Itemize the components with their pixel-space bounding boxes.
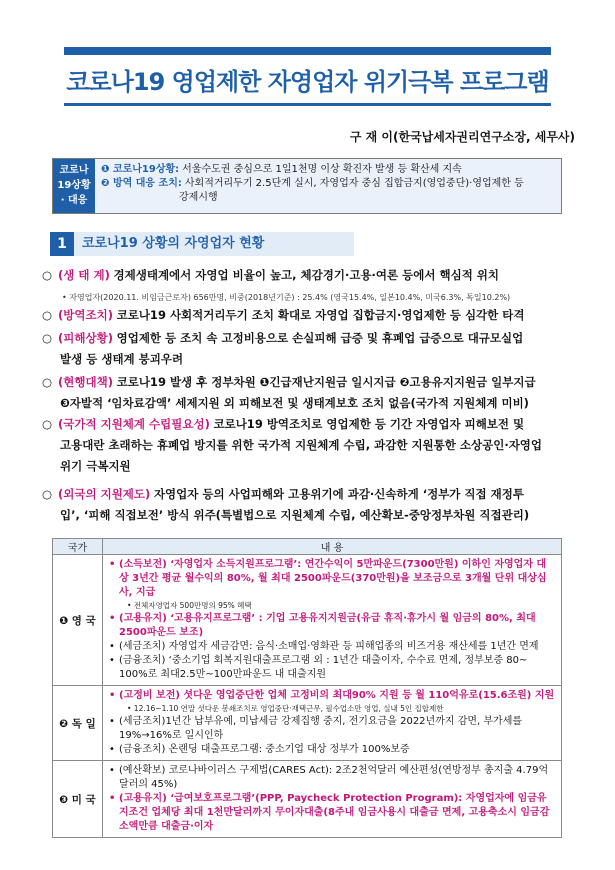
- country-cell: ❶ 영 국: [53, 555, 103, 686]
- title-bottom-rule: [64, 103, 551, 106]
- statistics-note: • 자영업자(2020.11. 비임금근로자) 656만명, 비중(2018년기준) : 25.4% (영국15.4%, 일본10.4%, 미국6.3%, 독일10.2%): [62, 293, 511, 302]
- circle-bullet-icon: ○: [42, 487, 53, 501]
- foreign-support-table: [52, 538, 562, 838]
- table-header-row: [53, 539, 562, 555]
- author: 구 재 이(한국납세자권리연구소장, 세무사): [349, 130, 575, 144]
- paragraph: ○ (외국의 지원제도) 자영업자 등의 사업피해와 고용위기에 과감·신속하게 ‘정부가 직접 재정투 입’, ‘피해 직접보전’ 방식 위주(특별법으로 지원체계 수립, 예산확보-중앙정부차원 직접관리): [42, 484, 582, 526]
- section-title: 코로나19 상황의 자영업자 현황: [82, 236, 265, 251]
- summary-label: 코로나 19상황 · 대응: [53, 159, 95, 213]
- section-header: [50, 232, 354, 256]
- table-row: [53, 686, 562, 761]
- country-cell: ❷ 독 일: [53, 686, 103, 761]
- table-header: 국가: [53, 539, 103, 555]
- paragraph: ○ (현행대책) 코로나19 발생 후 정부차원 ❶긴급재난지원금 일시지급 ❷고용유지지원금 일부지급 ❸자발적 ‘임차료감액’ 세제지원 외 피해보전 및 생태계보호 조치 없음(국가적 지원체계 미비): [42, 372, 582, 414]
- paragraph: ○ (피해상황) 영업제한 등 조치 속 고정비용으로 손실피해 급증 및 휴폐업 급증으로 대규모실업 발생 등 생태계 붕괴우려: [42, 328, 582, 370]
- summary-body: [95, 159, 561, 213]
- circle-bullet-icon: ○: [42, 268, 53, 282]
- circle-bullet-icon: ○: [42, 331, 53, 345]
- circle-bullet-icon: ○: [42, 308, 53, 322]
- section-number: 1: [50, 232, 74, 256]
- page-title: 코로나19 영업제한 자영업자 위기극복 프로그램: [66, 68, 549, 96]
- paragraph: ○ (생 태 계) 경제생태계에서 자영업 비율이 높고, 체감경기·고용·여론 등에서 핵심적 위치: [42, 265, 582, 286]
- circle-bullet-icon: ○: [42, 375, 53, 389]
- country-cell: ❸ 미 국: [53, 761, 103, 838]
- summary-item: ❷ 방역 대응 조치: 사회적거리두기 2.5단계 실시, 자영업자 중심 집합금지(영업중단)·영업제한 등: [101, 178, 524, 189]
- content-cell: • (소득보전) ‘자영업자 소득지원프로그램’: 연간수익이 5만파운드(7300만원) 이하인 자영업자 대상 3년간 평균 월수익의 80%, 월 최대 2500파운드(370만원)을 보조금으로 3개월 단위 대상심사, 지급 • 전체자영업자 500만명의 95% 혜택 • (고용유지) ‘고용유지프로그램’ : 기업 고용유지지원금(유급 휴직·휴가시 월 임금의 80%, 최대 2500파운드 보조) • (세금조치) 자영업자 세금감면: 음식·소매업·영화관 등 피해업종의 비즈거용 재산세를 1년간 면제 • (금융조치) ‘중소기업 회복지원대출프로그램 외 : 1년간 대출이자, 수수료 면제, 정부보증 80~ 100%로 최대2.5만~100만파운드 내 대출지원: [103, 555, 562, 686]
- table-header: 내 용: [103, 539, 562, 555]
- content-cell: • (예산확보) 코로나바이러스 구제법(CARES Act): 2조2천억달러 예산편성(연방정부 총지출 4.79억달러의 45%) • (고용유지) ‘급여보호프로그램’(PPP, Paycheck Protection Program): 자영업자에 임금유지조건 업체당 최대 1천만달러까지 무이자대출(8주내 임금사용시 대출금 면제, 고용축소시 임금감소액만큼 대출금·이자: [103, 761, 562, 838]
- table-row: [53, 555, 562, 686]
- paragraph: ○ (방역조치) 코로나19 사회적거리두기 조치 확대로 자영업 집합금지·영업제한 등 심각한 타격: [42, 305, 582, 326]
- content-cell: • (고정비 보전) 셧다운 영업중단한 업체 고정비의 최대90% 지원 등 월 110억유로(15.6조원) 지원 • 12.16~1.10 연말 셧다운 봉쇄조치로 영업중단·재택근무, 필수업소만 영업, 실내 5인 집합제한 • (세금조치)1년간 납부유예, 미납세금 강제집행 중지, 전기요금을 2022년까지 감면, 부가세를 19%→16%로 일시인하 • (금융조치) 온랜딩 대출프로그램: 중소기업 대상 정부가 100%보증: [103, 686, 562, 761]
- summary-item: ❶ 코로나19상황: 서울수도권 중심으로 1일1천명 이상 확진자 발생 등 확산세 지속: [101, 164, 462, 175]
- summary-item-cont: 강제시행: [179, 192, 218, 203]
- title-top-rule: [64, 47, 551, 55]
- summary-box: [52, 158, 562, 214]
- table-row: [53, 761, 562, 838]
- circle-bullet-icon: ○: [42, 417, 53, 431]
- paragraph: ○ (국가적 지원체계 수립필요성) 코로나19 방역조치로 영업제한 등 기간 자영업자 피해보전 및 고용대란 초래하는 휴폐업 방지를 위한 국가적 지원체계 수립, 과감한 지원통한 소상공인·자영업 위기 극복지원: [42, 414, 582, 477]
